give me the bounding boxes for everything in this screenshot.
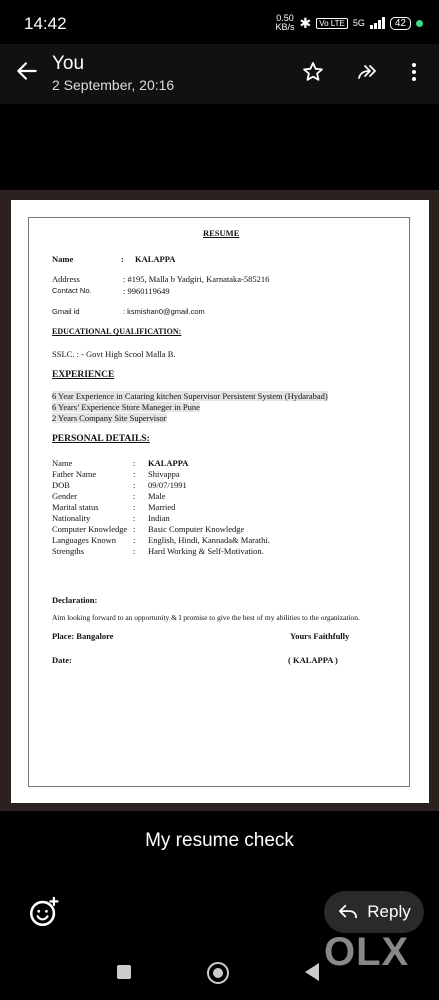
resume-image[interactable] [11, 200, 429, 803]
declaration-text: Aim looking forward to an opportunity & I promise to give the best of my abilities to the organization. [52, 613, 360, 622]
personal-value: Indian [148, 513, 170, 523]
network-speed-value: 0.50 [276, 13, 294, 23]
personal-value: Married [148, 502, 176, 512]
declaration-heading: Declaration: [52, 595, 98, 605]
contact-value: : 9960119649 [123, 286, 170, 296]
address-label: Address [52, 274, 80, 284]
name-label: Name [52, 254, 74, 264]
reply-arrow-icon [337, 903, 359, 921]
personal-sep: : [133, 502, 136, 512]
personal-value: Male [148, 491, 166, 501]
personal-value: Basic Computer Knowledge [148, 524, 245, 534]
personal-sep: : [133, 535, 136, 545]
olx-watermark: OLX [324, 930, 410, 974]
personal-label: DOB [52, 480, 70, 490]
personal-heading: PERSONAL DETAILS: [52, 434, 150, 444]
back-nav-icon[interactable] [305, 963, 319, 981]
name-colon: : [121, 254, 124, 264]
personal-label: Gender [52, 491, 78, 501]
personal-sep: : [133, 469, 136, 479]
status-time: 14:42 [24, 14, 67, 33]
personal-value: English, Hindi, Kannada& Marathi. [148, 535, 270, 545]
date-label: Date: [52, 655, 72, 665]
name-value: KALAPPA [135, 254, 176, 264]
network-speed [275, 14, 294, 32]
personal-value: Shivappa [148, 469, 180, 479]
personal-value: 09/07/1991 [148, 480, 187, 490]
personal-label: Nationality [52, 513, 91, 523]
recents-icon[interactable] [117, 965, 131, 979]
personal-sep: : [133, 458, 136, 468]
back-arrow-icon[interactable] [14, 58, 40, 84]
status-icons [275, 14, 423, 32]
personal-label: Father Name [52, 469, 97, 479]
gmail-label: Gmail id [52, 307, 80, 316]
personal-label: Languages Known [52, 535, 116, 545]
experience-line: 2 Years Company Site Supervisor [52, 413, 167, 423]
personal-sep: : [133, 480, 136, 490]
education-line: SSLC. : - Govt High Scool Malla B. [52, 349, 176, 359]
contact-label: Contact No. [52, 286, 92, 295]
signature-name: ( KALAPPA ) [288, 655, 338, 665]
education-heading: EDUCATIONAL QUALIFICATION: [52, 327, 182, 336]
signal-icon [370, 17, 385, 29]
personal-value: Hard Working & Self-Motivation. [148, 546, 264, 556]
emoji-reaction-icon[interactable] [27, 895, 61, 929]
gmail-value: : ksmishan0@gmail.com [123, 307, 205, 316]
app-bar [0, 44, 439, 104]
personal-label: Computer Knowledge [52, 524, 128, 534]
personal-label: Name [52, 458, 73, 468]
personal-sep: : [133, 524, 136, 534]
experience-heading: EXPERIENCE [52, 370, 115, 380]
status-bar [0, 0, 439, 50]
personal-sep: : [133, 491, 136, 501]
system-nav-bar [0, 950, 439, 1000]
bluetooth-icon: ✱ [299, 14, 312, 31]
more-options-icon[interactable] [402, 60, 426, 84]
address-value: : #195, Malla b Yadgiri, Karnataka-585216 [123, 274, 270, 284]
home-icon[interactable] [207, 962, 229, 984]
star-icon[interactable] [301, 60, 325, 84]
forward-icon[interactable] [355, 60, 379, 84]
resume-heading: RESUME [203, 228, 240, 238]
place: Place: Bangalore [52, 631, 114, 641]
sender-title: You [52, 53, 85, 74]
battery-icon: 42 [390, 17, 411, 30]
personal-value: KALAPPA [148, 458, 189, 468]
experience-line: 6 Year Experience in Cataring kitchen Supervisor Persistent System (Hydarabad) [52, 391, 328, 401]
personal-label: Strengths [52, 546, 85, 556]
experience-line: 6 Years’ Experience Store Maneger in Pune [52, 402, 200, 412]
reply-label: Reply [367, 902, 411, 921]
privacy-indicator-icon [416, 20, 423, 27]
personal-sep: : [133, 546, 136, 556]
image-caption: My resume check [145, 830, 294, 851]
network-speed-unit: KB/s [275, 22, 295, 32]
personal-sep: : [133, 513, 136, 523]
yours-faithfully: Yours Faithfully [290, 631, 350, 641]
network-type: 5G [352, 18, 365, 28]
reply-button[interactable] [324, 891, 424, 933]
volte-badge: Vo LTE [316, 18, 348, 29]
message-timestamp: 2 September, 20:16 [52, 77, 175, 93]
personal-label: Marital status [52, 502, 99, 512]
